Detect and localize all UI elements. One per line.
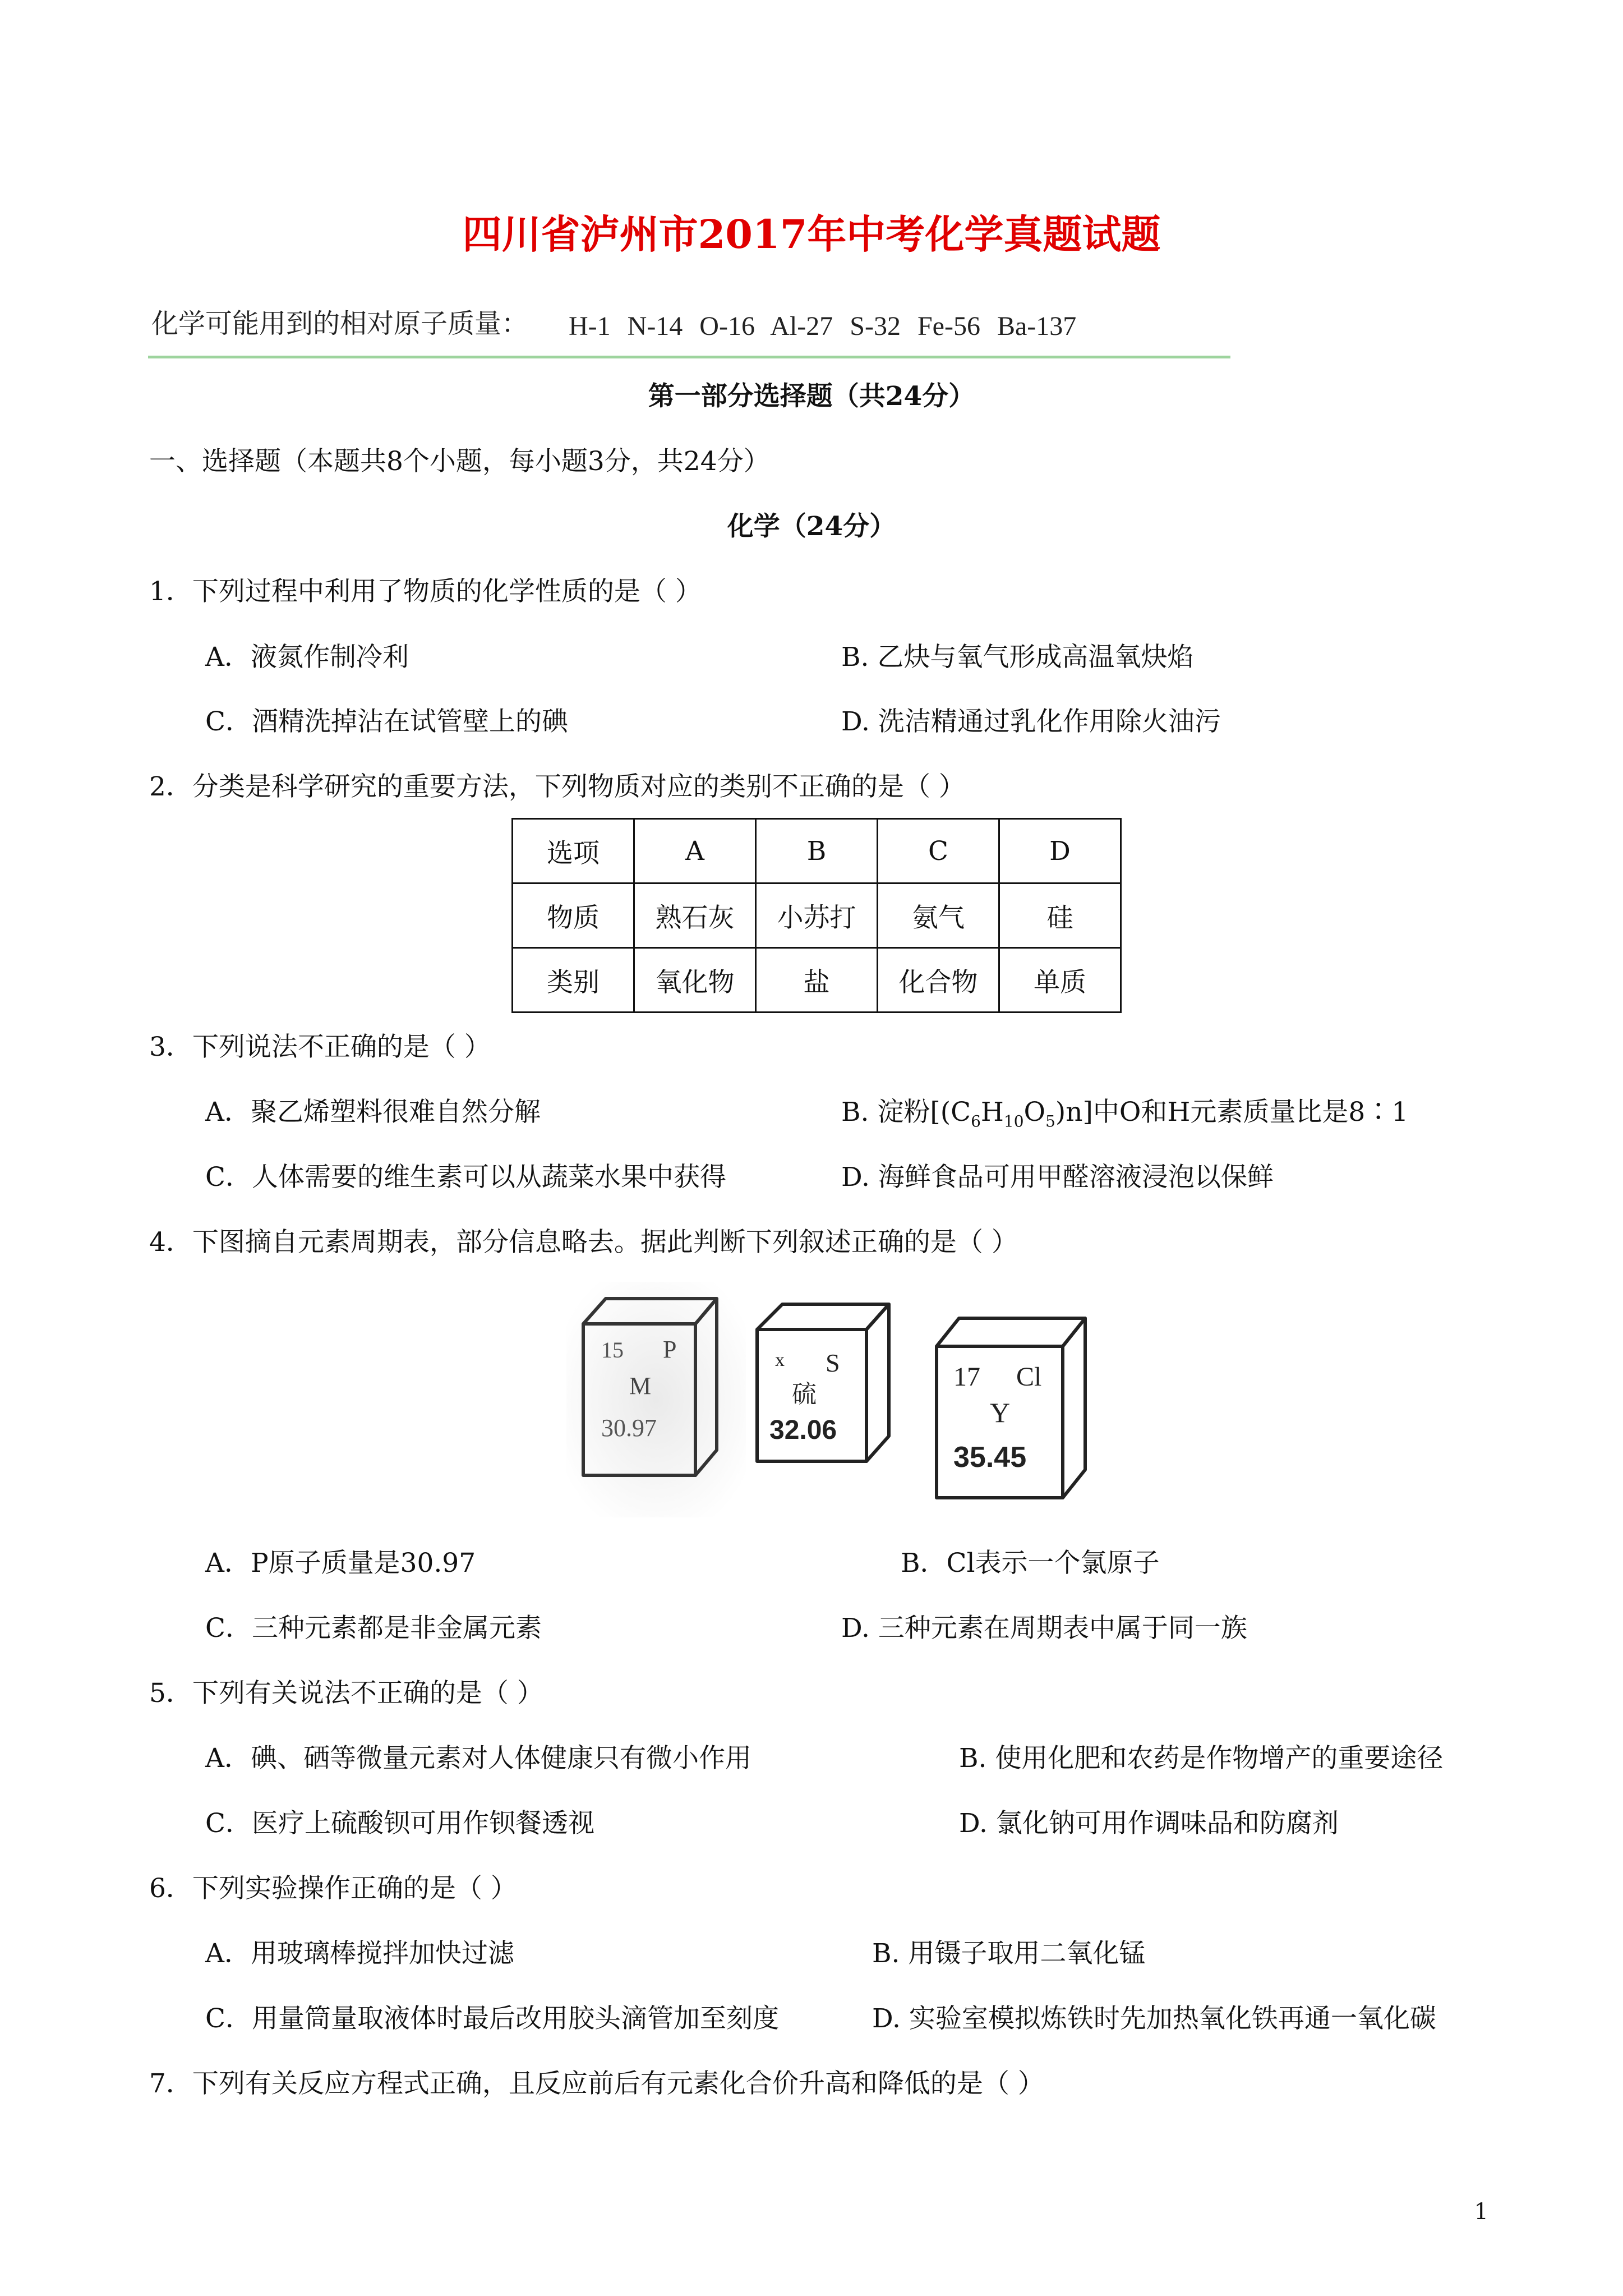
table-cell: B <box>756 819 878 884</box>
table-cell: A <box>634 819 756 884</box>
q3-option-c: C．人体需要的维生素可以从蔬菜水果中获得 <box>205 1162 726 1193</box>
q4-stem: 4．下图摘自元素周期表，部分信息略去。据此判断下列叙述正确的是（ ） <box>149 1227 1018 1258</box>
table-cell: 选项 <box>513 819 634 884</box>
table-cell: 氨气 <box>878 884 999 948</box>
q6-option-c: C．用量筒量取液体时最后改用胶头滴管加至刻度 <box>205 2003 779 2034</box>
q1-option-c: C．酒精洗掉沾在试管壁上的碘 <box>205 706 568 737</box>
document-title: 四川省泸州市2017年中考化学真题试题 <box>462 211 1161 257</box>
section1-heading: 一、选择题（本题共8个小题，每小题3分，共24分） <box>149 446 770 477</box>
table-cell: 化合物 <box>878 948 999 1013</box>
cube1-symbol: P <box>663 1336 677 1363</box>
q5-option-c: C．医疗上硫酸钡可用作钡餐透视 <box>205 1808 594 1839</box>
q6-option-b: B. 用镊子取用二氧化锰 <box>872 1938 1146 1969</box>
q1-stem: 1．下列过程中利用了物质的化学性质的是（ ） <box>149 576 702 607</box>
cube3-symbol: Cl <box>1016 1362 1042 1392</box>
cube2-name: 硫 <box>792 1380 817 1409</box>
atomic-mass-bar <box>148 303 1230 358</box>
periodic-table-cubes-figure <box>566 1282 1116 1517</box>
cube1-mass: 30.97 <box>601 1414 657 1442</box>
q4-option-a: A．P原子质量是30.97 <box>205 1548 476 1579</box>
table-cell: 盐 <box>756 948 878 1013</box>
q2-stem: 2．分类是科学研究的重要方法，下列物质对应的类别不正确的是（ ） <box>149 771 965 802</box>
chem-heading: 化学（24分） <box>727 511 896 542</box>
q3-option-d: D. 海鲜食品可用甲醛溶液浸泡以保鲜 <box>841 1162 1274 1193</box>
table-row <box>513 884 1121 948</box>
cube-top <box>937 1318 1085 1346</box>
table-cell: 类别 <box>513 948 634 1013</box>
q5-option-d: D. 氯化钠可用作调味品和防腐剂 <box>959 1808 1339 1839</box>
cube3-name: Y <box>990 1397 1011 1428</box>
q4-option-d: D. 三种元素在周期表中属于同一族 <box>841 1613 1247 1644</box>
cube-side <box>1063 1318 1085 1498</box>
table-cell: 氧化物 <box>634 948 756 1013</box>
cube-side <box>866 1304 889 1461</box>
q1-option-a: A．液氮作制冷利 <box>205 642 409 673</box>
atomic-mass-values: H-1 N-14 O-16 Al-27 S-32 Fe-56 Ba-137 <box>569 311 1077 341</box>
page-number: 1 <box>1474 2199 1488 2225</box>
q5-stem: 5．下列有关说法不正确的是（ ） <box>149 1678 543 1709</box>
q4-option-b: B．Cl表示一个氯原子 <box>901 1548 1160 1579</box>
part1-heading: 第一部分选择题（共24分） <box>648 381 975 412</box>
q6-option-d: D. 实验室模拟炼铁时先加热氧化铁再通一氧化碳 <box>872 2003 1436 2034</box>
q6-option-a: A．用玻璃棒搅拌加快过滤 <box>205 1938 514 1969</box>
atomic-mass-label: 化学可能用到的相对原子质量： <box>151 308 529 339</box>
q7-stem: 7．下列有关反应方程式正确，且反应前后有元素化合价升高和降低的是（ ） <box>149 2068 1044 2099</box>
table-cell: D <box>999 819 1121 884</box>
table-cell: 小苏打 <box>756 884 878 948</box>
cube2-mass: 32.06 <box>769 1415 837 1445</box>
table-row <box>513 819 1121 884</box>
table-cell: 单质 <box>999 948 1121 1013</box>
cubes-svg <box>566 1282 1116 1517</box>
cube3-mass: 35.45 <box>953 1441 1027 1474</box>
q3-option-b: B. 淀粉$[(C_6H_{10}O_5)n]$中O和H元素质量比是8∶1 <box>841 1097 1409 1131</box>
cube2-symbol: S <box>826 1349 840 1377</box>
table-cell: 熟石灰 <box>634 884 756 948</box>
cube1-name: M <box>629 1372 652 1400</box>
table-cell: C <box>878 819 999 884</box>
classification-table <box>511 818 1122 1013</box>
q1-option-d: D. 洗洁精通过乳化作用除火油污 <box>841 706 1221 737</box>
q1-option-b: B. 乙炔与氧气形成高温氧炔焰 <box>841 642 1194 673</box>
table-row <box>513 948 1121 1013</box>
table-cell: 物质 <box>513 884 634 948</box>
cube2-number: x <box>775 1350 785 1370</box>
q3-stem: 3．下列说法不正确的是（ ） <box>149 1032 491 1062</box>
q5-option-b: B. 使用化肥和农药是作物增产的重要途径 <box>959 1743 1444 1774</box>
cube1-number: 15 <box>601 1337 624 1363</box>
table-cell: 硅 <box>999 884 1121 948</box>
q6-stem: 6．下列实验操作正确的是（ ） <box>149 1873 517 1904</box>
cube3-number: 17 <box>953 1362 980 1392</box>
q4-option-c: C．三种元素都是非金属元素 <box>205 1613 542 1644</box>
q3-option-a: A．聚乙烯塑料很难自然分解 <box>205 1097 541 1128</box>
q5-option-a: A．碘、硒等微量元素对人体健康只有微小作用 <box>205 1743 751 1774</box>
figure-shading <box>566 1282 746 1517</box>
